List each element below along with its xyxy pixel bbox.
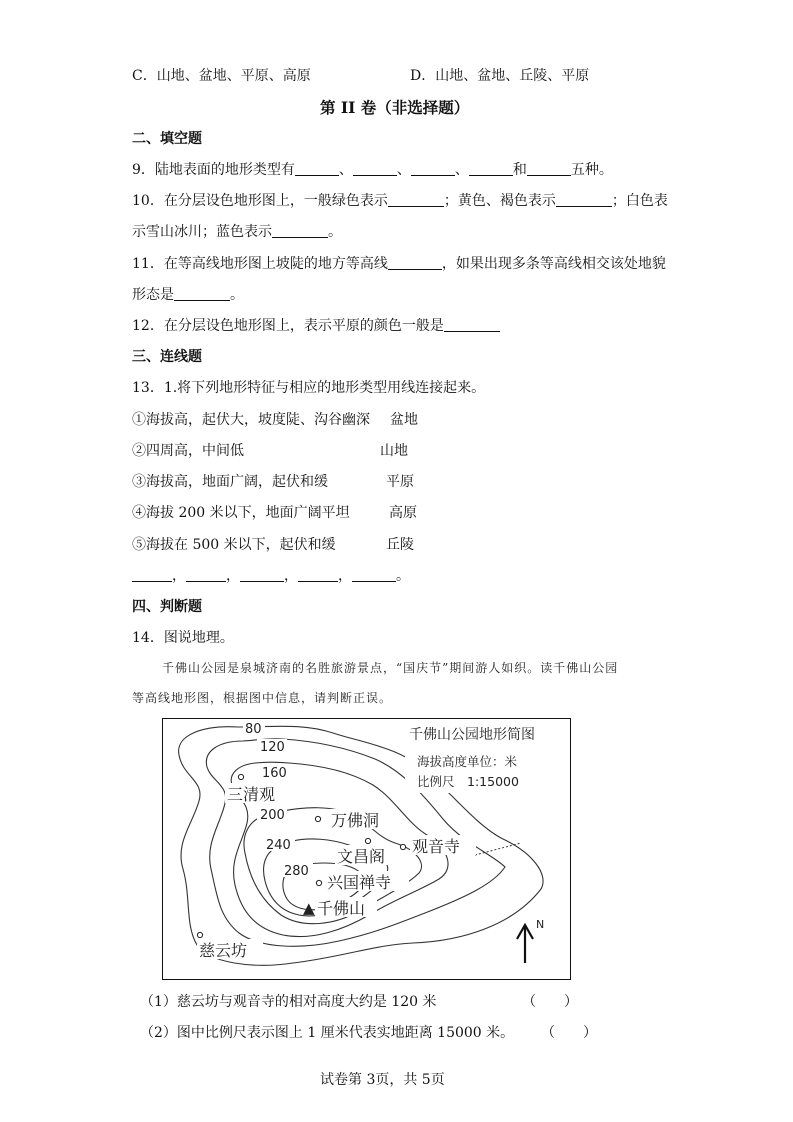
contour-label-160: 160 — [262, 766, 287, 781]
blank[interactable] — [353, 161, 397, 176]
blank[interactable] — [469, 161, 513, 176]
period: 。 — [396, 568, 410, 584]
place-label-sanqingguan: 三清观 — [227, 785, 276, 804]
question-9: 9．陆地表面的地形类型有 、 、 、 和 五种。 — [132, 162, 613, 178]
north-label: N — [536, 918, 545, 931]
match-feature: ③海拔高，地面广阔，起伏和缓 — [132, 474, 328, 490]
section-judge-heading: 四、判断题 — [132, 599, 202, 615]
contour-map-svg — [163, 719, 569, 978]
map-title: 千佛山公园地形简图 — [409, 727, 535, 743]
blank[interactable] — [272, 223, 328, 238]
place-marker — [316, 880, 321, 885]
place-marker — [400, 844, 405, 849]
place-label-wanfodong: 万佛洞 — [331, 811, 380, 830]
match-type[interactable]: 丘陵 — [386, 537, 414, 553]
section-fill-heading: 二、填空题 — [132, 131, 202, 147]
separator: ， — [284, 568, 298, 584]
blank[interactable] — [132, 567, 172, 582]
match-type[interactable]: 盆地 — [390, 412, 418, 428]
place-marker — [238, 774, 243, 779]
q10-text: ；白色表 — [611, 193, 668, 209]
match-feature: ②四周高，中间低 — [132, 443, 244, 459]
match-type[interactable]: 高原 — [389, 505, 417, 521]
match-type[interactable]: 平原 — [386, 474, 414, 490]
q10-text: 示雪山冰川；蓝色表示 — [132, 224, 272, 240]
question-14-stem: 14．图说地理。 — [132, 630, 234, 646]
question-12 — [132, 316, 500, 336]
separator: ， — [172, 568, 186, 584]
judge-item-2: （2）图中比例尺表示图上 1 厘米代表实地距离 15000 米。 — [140, 1025, 515, 1041]
separator: ， — [338, 568, 352, 584]
contour-label-80: 80 — [245, 722, 262, 737]
question-13-stem: 13．1.将下列地形特征与相应的地形类型用线连接起来。 — [132, 380, 486, 396]
place-label-xingguochansi: 兴国禅寺 — [327, 873, 392, 892]
section-match-heading: 三、连线题 — [132, 349, 202, 365]
place-marker — [365, 838, 370, 843]
option-c: C．山地、盆地、平原、高原 — [132, 68, 311, 84]
q11-text: 形态是 — [132, 287, 174, 303]
q9-suffix: 五种。 — [570, 162, 613, 178]
q10-text: ；黄色、褐色表示 — [443, 193, 556, 209]
q9-prefix: 9．陆地表面的地形类型有 — [132, 162, 295, 178]
map-scale: 比例尺 1:15000 — [417, 774, 519, 789]
blank[interactable] — [174, 286, 230, 301]
blank[interactable] — [388, 255, 442, 270]
contour-label-120: 120 — [260, 740, 285, 755]
match-feature: ①海拔高，起伏大，坡度陡、沟谷幽深 — [132, 412, 370, 428]
north-arrow-icon — [517, 925, 533, 963]
question-11-line2 — [132, 285, 244, 305]
place-label-qianfoshan: 千佛山 — [317, 899, 366, 918]
option-d: D．山地、盆地、丘陵、平原 — [410, 68, 590, 84]
q11-text: ，如果出现多条等高线相交该处地貌 — [441, 256, 666, 272]
blank[interactable] — [295, 161, 339, 176]
q14-prose-line1: 千佛山公园是泉城济南的名胜旅游景点，“国庆节”期间游人如织。读千佛山公园 — [162, 661, 619, 675]
place-label-guanyinsi: 观音寺 — [412, 837, 461, 856]
blank[interactable] — [444, 317, 500, 332]
part2-title: 第 II 卷（非选择题） — [320, 98, 470, 117]
q11-text: 。 — [230, 287, 244, 303]
question-11-line1 — [132, 254, 666, 274]
blank[interactable] — [556, 192, 612, 207]
match-feature: ⑤海拔在 500 米以下，起伏和缓 — [132, 537, 336, 553]
separator: ， — [226, 568, 240, 584]
place-marker — [197, 932, 202, 937]
q10-text: 10．在分层设色地形图上，一般绿色表示 — [132, 193, 388, 209]
match-type[interactable]: 山地 — [380, 443, 408, 459]
page-footer: 试卷第 3页，共 5页 — [320, 1072, 445, 1088]
place-label-ciyunfang: 慈云坊 — [199, 941, 248, 960]
answer-blanks-row — [132, 566, 410, 586]
blank[interactable] — [352, 567, 396, 582]
peak-icon: ▲ — [303, 899, 315, 917]
blank[interactable] — [527, 161, 571, 176]
judge-paren-1[interactable]: （ ） — [522, 994, 578, 1010]
contour-label-200: 200 — [260, 808, 285, 823]
blank[interactable] — [298, 567, 338, 582]
blank[interactable] — [240, 567, 284, 582]
blank[interactable] — [388, 192, 444, 207]
map-unit: 海拔高度单位：米 — [417, 754, 518, 769]
match-feature: ④海拔 200 米以下，地面广阔平坦 — [132, 505, 350, 521]
q11-text: 11．在等高线地形图上坡陡的地方等高线 — [132, 256, 388, 272]
topographic-map — [162, 718, 571, 980]
question-10-line1 — [132, 191, 668, 211]
q14-prose-line2: 等高线地形图，根据图中信息，请判断正误。 — [132, 691, 393, 705]
q9-and: 和 — [512, 162, 527, 178]
blank[interactable] — [186, 567, 226, 582]
question-10-line2 — [132, 222, 342, 242]
contour-label-280: 280 — [284, 864, 309, 879]
place-label-wenchangge: 文昌阁 — [337, 847, 386, 866]
q10-text: 。 — [328, 224, 342, 240]
blank[interactable] — [411, 161, 455, 176]
q12-text: 12．在分层设色地形图上，表示平原的颜色一般是 — [132, 318, 444, 334]
judge-item-1: （1）慈云坊与观音寺的相对高度大约是 120 米 — [140, 994, 437, 1010]
place-marker — [315, 816, 320, 821]
contour-label-240: 240 — [266, 838, 291, 853]
dotted-line — [475, 843, 521, 855]
judge-paren-2[interactable]: （ ） — [541, 1025, 597, 1041]
